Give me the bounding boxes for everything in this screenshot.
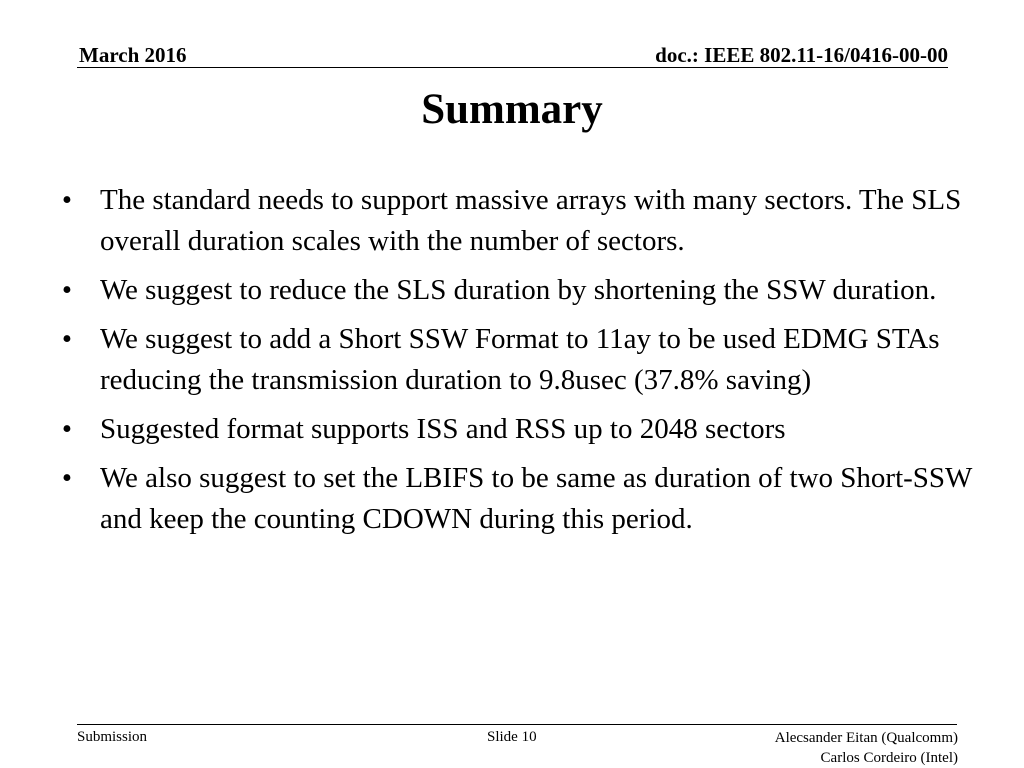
bullet-item — [57, 270, 987, 311]
bullet-item — [57, 180, 987, 262]
bullet-icon: • — [61, 274, 73, 306]
bullet-list — [57, 180, 987, 548]
slide-title: Summary — [421, 86, 603, 133]
bullet-icon: • — [61, 462, 73, 494]
footer-submission: Submission — [77, 729, 148, 745]
bullet-text: The standard needs to support massive arrays with many sectors. The SLS overall duration scales with the number of sectors. — [100, 184, 962, 257]
footer-author: Carlos Cordeiro (Intel) — [820, 750, 958, 766]
bullet-icon: • — [61, 323, 73, 355]
bullet-text: Suggested format supports ISS and RSS up to 2048 sectors — [100, 413, 786, 445]
footer-slide-number: Slide 10 — [487, 729, 537, 745]
bullet-item — [57, 458, 987, 540]
bullet-text: We suggest to add a Short SSW Format to 11ay to be used EDMG STAs reducing the transmission duration to 9.8usec (37.8% saving) — [100, 323, 940, 396]
bullet-icon: • — [61, 184, 73, 216]
header-divider — [77, 67, 948, 68]
footer-divider — [77, 724, 957, 725]
bullet-text: We also suggest to set the LBIFS to be same as duration of two Short-SSW and keep the counting CDOWN during this period. — [100, 462, 972, 535]
bullet-item — [57, 409, 987, 450]
header-date: March 2016 — [79, 43, 187, 67]
header-doc-id: doc.: IEEE 802.11-16/0416-00-00 — [655, 43, 948, 67]
bullet-text: We suggest to reduce the SLS duration by shortening the SSW duration. — [100, 274, 937, 306]
footer-author: Alecsander Eitan (Qualcomm) — [774, 730, 958, 746]
footer-authors — [775, 728, 958, 768]
bullet-icon: • — [61, 413, 73, 445]
bullet-item — [57, 319, 987, 401]
